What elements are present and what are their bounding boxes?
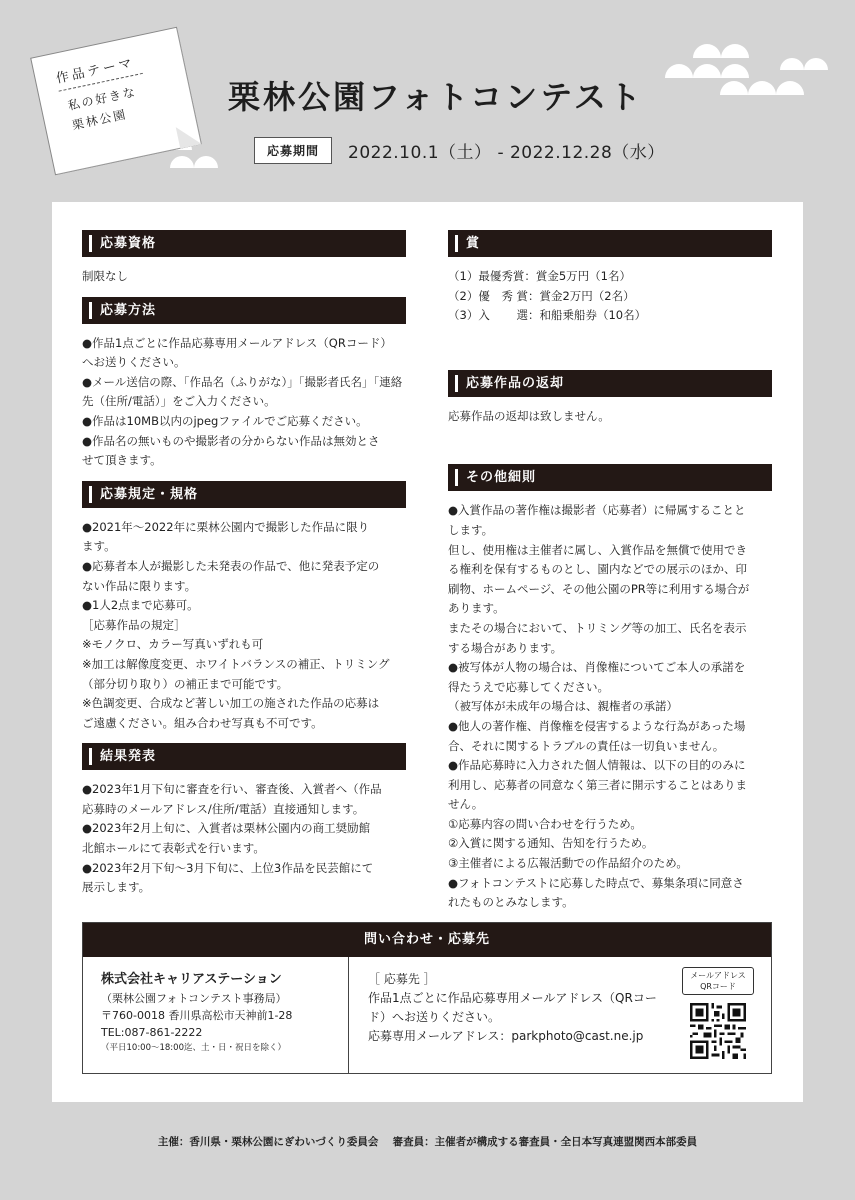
theme-label: 作品テーマ xyxy=(54,50,143,91)
contact-box xyxy=(82,922,772,1074)
section-body-eligibility: 制限なし xyxy=(82,269,128,283)
section-head-method: 応募方法 xyxy=(82,297,406,324)
section-body-prizes: （1）最優秀賞：賞金5万円（1名） （2）優 秀 賞：賞金2万円（2名） （3）入 選：和船乗船券（10名） xyxy=(448,269,647,323)
org-address: 〒760-0018 香川県高松市天神前1-28 xyxy=(101,1009,293,1022)
apply-head: ［ 応募先 ］ xyxy=(368,972,436,986)
section-body-other: ●入賞作品の著作権は撮影者（応募者）に帰属することと します。 但し、使用権は主催者に属し、入賞作品を無償で使用でき る権利を保有するものとし、園内などでの展示のほか、印 刷物、ホームページ、その他公園のPR等に利用する場合が あります。 またその場合において、トリミング等の加工、氏名を表示 する場合があります。 ●被写体が人物の場合は、肖像権についてご本人の承諾を 得たうえで応募してください。 （被写体が未成年の場合は、親権者の承諾） ●他人の著作権、肖像権を侵害するような行為があった場 合、それに関するトラブルの責任は一切負いません。 ●作品応募時に入力された個人情報は、以下の目的のみに 利用し、応募者の同意なく第三者に開示することはありま せん。 ①応募内容の問い合わせを行うため。 ②入賞に関する通知、告知を行うため。 ③主催者による広報活動での作品紹介のため。 ●フォトコンテストに応募した時点で、募集条項に同意さ れたものとみなします。 xyxy=(448,503,750,910)
page-title: 栗林公園フォトコンテスト xyxy=(228,78,644,116)
section-head-prizes: 賞 xyxy=(448,230,772,257)
contact-organizer xyxy=(83,957,349,1074)
section-head-results: 結果発表 xyxy=(82,743,406,770)
right-column xyxy=(448,230,772,923)
theme-line-1: 私の好きな xyxy=(66,84,138,113)
org-tel: TEL:087-861-2222 xyxy=(101,1026,203,1039)
section-head-rules: 応募規定・規格 xyxy=(82,481,406,508)
section-head-return: 応募作品の返却 xyxy=(448,370,772,397)
footer-credits: 主催：香川県・栗林公園にぎわいづくり委員会 審査員：主催者が構成する審査員・全日本写真連盟関西本部委員 xyxy=(157,1136,698,1148)
content-sheet xyxy=(52,202,803,1102)
contact-head: 問い合わせ・応募先 xyxy=(83,923,771,957)
section-head-other: その他細則 xyxy=(448,464,772,491)
org-office: （栗林公園フォトコンテスト事務局） xyxy=(101,992,287,1005)
period-badge: 応募期間 xyxy=(254,137,332,164)
section-body-rules: ●2021年～2022年に栗林公園内で撮影した作品に限り ます。 ●応募者本人が撮影した未発表の作品で、他に発表予定の ない作品に限ります。 ●1人2点まで応募可。 ［応募作品の規定］ ※モノクロ、カラー写真いずれも可 ※加工は解像度変更、ホワイトバランスの補正、トリミング （部分切り取り）の補正まで可能です。 ※色調変更、合成など著しい加工の施された作品の応募は ご遠慮ください。組み合わせ写真も不可です。 xyxy=(82,519,390,730)
apply-body: 作品1点ごとに作品応募専用メールアドレス（QRコー ド）へお送りください。 応募専用メールアドレス：parkphoto@cast.ne.jp xyxy=(368,991,657,1043)
section-body-method: ●作品1点ごとに作品応募専用メールアドレス（QRコード） へお送りください。 ●メール送信の際、「作品名（ふりがな）」「撮影者氏名」「連絡 先（住所/電話）」をご入力ください。 ●作品は10MB以内のjpegファイルでご応募ください。 ●作品名の無いものや撮影者の分からない作品は無効とさ せて頂きます。 xyxy=(82,335,403,468)
org-name: 株式会社キャリアステーション xyxy=(101,972,282,987)
section-body-results: ●2023年1月下旬に審査を行い、審査後、入賞者へ（作品 応募時のメールアドレス/住所/電話）直接通知します。 ●2023年2月上旬に、入賞者は栗林公園内の商工奨励館 北館ホールにて表彰式を行います。 ●2023年2月下旬～3月下旬に、上位3作品を民芸館にて 展示します。 xyxy=(82,782,382,895)
qr-label xyxy=(682,967,754,995)
section-head-eligibility: 応募資格 xyxy=(82,230,406,257)
qr-label-line-2: QRコード xyxy=(700,982,736,991)
section-body-return: 応募作品の返却は致しません。 xyxy=(448,408,610,423)
theme-line-2: 栗林公園 xyxy=(70,107,129,133)
qr-code-icon[interactable] xyxy=(690,1003,746,1059)
period-row xyxy=(254,137,665,164)
page-fold-icon xyxy=(176,123,202,149)
org-hours: （平日10:00～18:00迄、土・日・祝日を除く） xyxy=(101,1043,286,1053)
period-dates: 2022.10.1（土） - 2022.12.28（水） xyxy=(348,143,665,163)
qr-label-line-1: メールアドレス xyxy=(690,971,746,980)
left-column xyxy=(82,230,406,908)
contact-apply xyxy=(350,957,772,1074)
